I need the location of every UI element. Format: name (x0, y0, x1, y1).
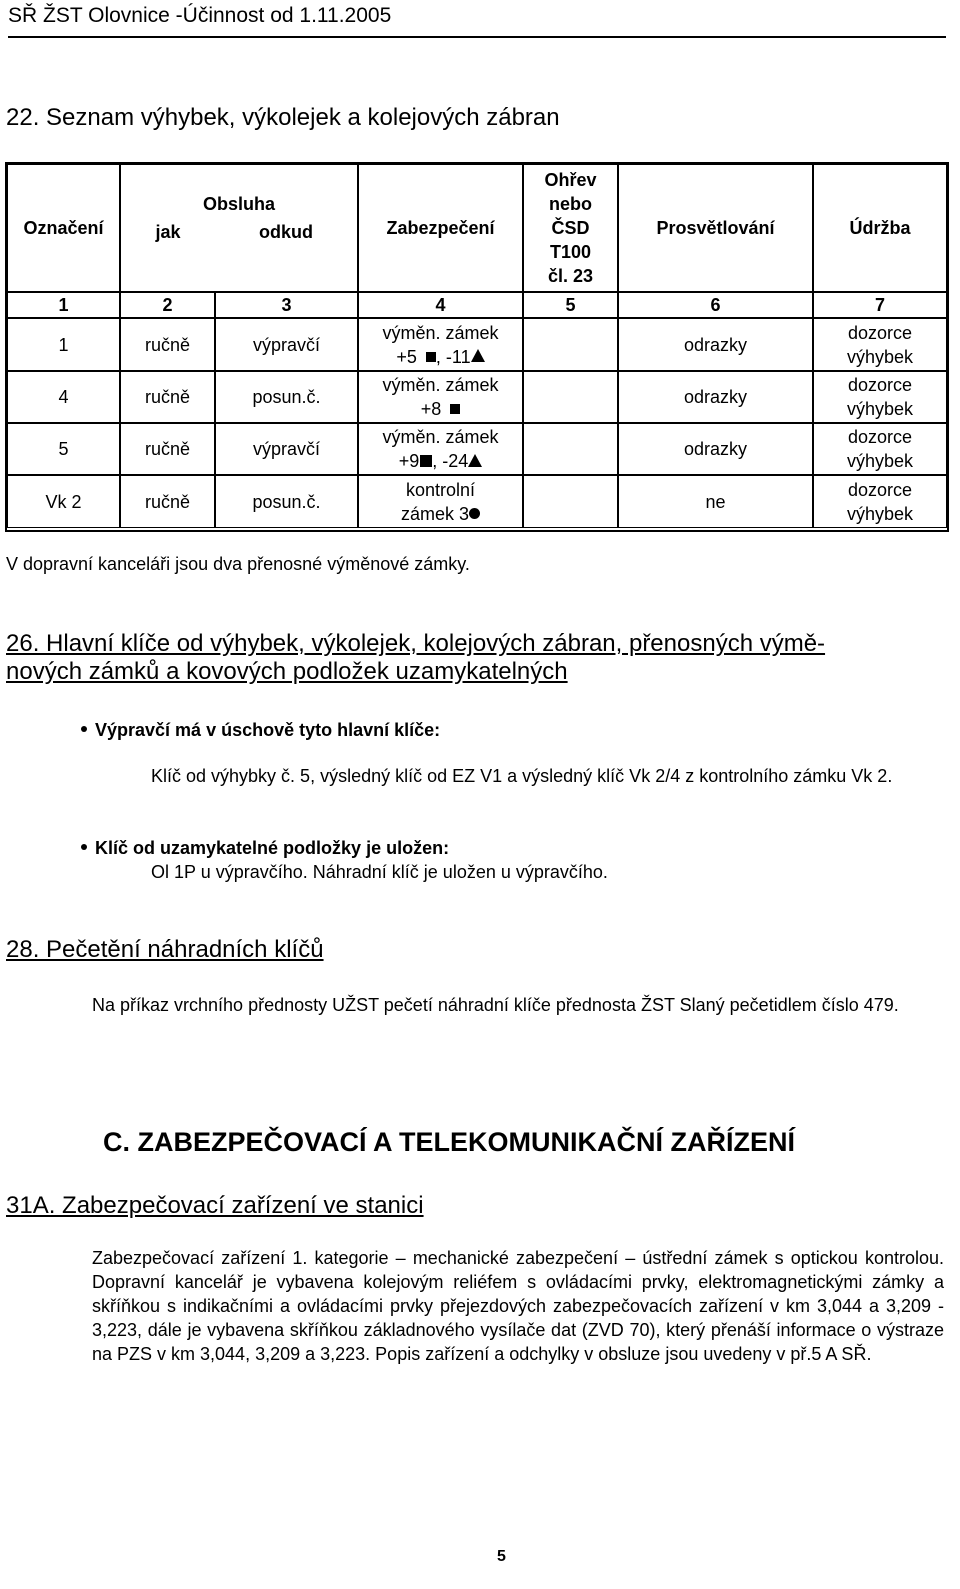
col-num-6: 6 (618, 292, 813, 318)
section-26-title (6, 630, 946, 686)
row3-udrzba-line1: dozorce (847, 427, 913, 447)
th-ohrev-line1: Ohřev (544, 170, 597, 190)
row4-zab-line2 (401, 502, 480, 526)
row1-zab-b: , -11 (435, 346, 471, 367)
row4-ohrev (523, 475, 618, 528)
row3-oznaceni: 5 (7, 423, 120, 475)
row3-zab-b: , -24 (432, 451, 469, 471)
dot-symbol (469, 508, 480, 519)
row1-udrzba-line2: výhybek (846, 346, 914, 367)
safety-equipment-text: Zabezpečovací zařízení 1. kategorie – mechanické zabezpečení – ústřední zámek s optickou kontrolou. Dopravní kancelář je vybavena kolejovým reliéfem s ovládacími prvky, elektromagnetickými zámky a skříňkou s indikačními a ovládacími prvky přejezdových zabezpečovacích zařízení v km 3,044 a 3,209 - 3,223, dále je vybavena skříňkou základnového vysílače dat (ZVD 70), který přenáší informace o výstraze na PZS v km 3,044, 3,209 a 3,223. Popis zařízení a odchylky v obsluze jsou uvedeny v př.5 A SŘ. (92, 1248, 944, 1364)
row2-udrzba-line1: dozorce (847, 375, 913, 395)
bullet-icon (81, 844, 87, 850)
th-zabezpeceni: Zabezpečení (358, 164, 523, 292)
bullet-item-1 (81, 718, 440, 742)
row3-zabezpeceni (358, 423, 523, 475)
row1-zab-line1: výměn. zámek (382, 322, 499, 343)
row3-udrzba (813, 423, 947, 475)
th-obsluha: Obsluha (120, 164, 358, 218)
row3-prosvetlovani: odrazky (618, 423, 813, 475)
row3-jak: ručně (120, 423, 215, 475)
keys-description: Klíč od výhybky č. 5, výsledný klíč od EZ V1 a výsledný klíč Vk 2/4 z kontrolního zámku Vk 2. (151, 766, 893, 786)
row3-zab-line2 (399, 449, 483, 473)
bullet-1-text: Výpravčí má v úschově tyto hlavní klíče: (95, 720, 441, 740)
row4-zab-line1: kontrolní (405, 479, 476, 500)
th-ohrev-line3: ČSD (551, 218, 590, 238)
col-num-3: 3 (215, 292, 358, 318)
bullet-item-2 (81, 836, 449, 860)
row2-ohrev (523, 371, 618, 423)
row1-zab-line2 (396, 345, 484, 369)
th-oznaceni: Označení (7, 164, 120, 292)
row4-prosvetlovani: ne (618, 475, 813, 528)
th-odkud: odkud (215, 218, 358, 292)
row3-zab-a: +9 (398, 451, 420, 471)
row1-prosvetlovani: odrazky (618, 318, 813, 371)
th-ohrev-line2: nebo (549, 194, 592, 214)
th-ohrev (523, 164, 618, 292)
square-symbol (450, 404, 460, 414)
th-udrzba: Údržba (813, 164, 947, 292)
th-prosvetlovani: Prosvětlování (618, 164, 813, 292)
row2-jak: ručně (120, 371, 215, 423)
row2-odkud: posun.č. (215, 371, 358, 423)
row2-oznaceni: 4 (7, 371, 120, 423)
header-rule (8, 36, 946, 38)
square-symbol (420, 455, 432, 467)
pad-key-location: Ol 1P u výpravčího. Náhradní klíč je uložen u výpravčího. (151, 862, 608, 882)
row1-zabezpeceni (358, 318, 523, 371)
row2-zab-a: +8 (420, 399, 447, 419)
col-num-7: 7 (813, 292, 947, 318)
row4-udrzba-line1: dozorce (847, 479, 913, 500)
row4-zabezpeceni (358, 475, 523, 528)
page-number: 5 (497, 1548, 506, 1565)
section-26-title-line1: 26. Hlavní klíče od výhybek, výkolejek, kolejových zábran, přenosných výmě- (6, 630, 826, 657)
row2-zabezpeceni (358, 371, 523, 423)
row1-udrzba (813, 318, 947, 371)
row4-udrzba (813, 475, 947, 528)
row1-jak: ručně (120, 318, 215, 371)
row4-odkud: posun.č. (215, 475, 358, 528)
chapter-c-title: C. ZABEZPEČOVACÍ A TELEKOMUNIKAČNÍ ZAŘÍZENÍ (103, 1127, 795, 1157)
row3-zab-line1: výměn. zámek (382, 427, 499, 447)
row3-odkud: výpravčí (215, 423, 358, 475)
col-num-4: 4 (358, 292, 523, 318)
row2-zab-line2 (421, 397, 461, 421)
triangle-symbol (468, 454, 482, 467)
row4-oznaceni: Vk 2 (7, 475, 120, 528)
row4-jak: ručně (120, 475, 215, 528)
row4-zab-a: zámek 3 (400, 503, 470, 524)
th-ohrev-line5: čl. 23 (547, 266, 594, 286)
col-num-2: 2 (120, 292, 215, 318)
portable-locks-note: V dopravní kanceláři jsou dva přenosné výměnové zámky. (6, 554, 470, 574)
row2-zab-line1: výměn. zámek (382, 375, 499, 395)
row2-udrzba (813, 371, 947, 423)
row1-ohrev (523, 318, 618, 371)
row1-udrzba-line1: dozorce (847, 322, 913, 343)
row3-ohrev (523, 423, 618, 475)
row2-udrzba-line2: výhybek (846, 399, 914, 419)
section-28-title: 28. Pečetění náhradních klíčů (6, 936, 324, 963)
bullet-2-text: Klíč od uzamykatelné podložky je uložen: (95, 838, 450, 858)
row2-prosvetlovani: odrazky (618, 371, 813, 423)
row1-oznaceni: 1 (7, 318, 120, 371)
col-num-1: 1 (7, 292, 120, 318)
sealing-text: Na příkaz vrchního přednosty UŽST pečetí náhradní klíče přednosta ŽST Slaný pečetidlem číslo 479. (92, 995, 899, 1015)
row1-zab-a: +5 (396, 346, 422, 367)
row4-udrzba-line2: výhybek (846, 503, 914, 524)
bullet-icon (81, 726, 87, 732)
triangle-symbol (471, 349, 485, 362)
col-num-5: 5 (523, 292, 618, 318)
section-26-title-line2: nových zámků a kovových podložek uzamykatelných (6, 658, 568, 685)
row1-odkud: výpravčí (215, 318, 358, 371)
switches-table (5, 162, 947, 530)
section-31a-title: 31A. Zabezpečovací zařízení ve stanici (6, 1192, 424, 1219)
square-symbol (426, 352, 436, 362)
th-jak: jak (120, 218, 215, 292)
th-ohrev-line4: T100 (549, 242, 592, 262)
row3-udrzba-line2: výhybek (846, 451, 914, 471)
page-header: SŘ ŽST Olovnice -Účinnost od 1.11.2005 (8, 4, 392, 27)
section-22-title: 22. Seznam výhybek, výkolejek a kolejových zábran (6, 104, 560, 131)
